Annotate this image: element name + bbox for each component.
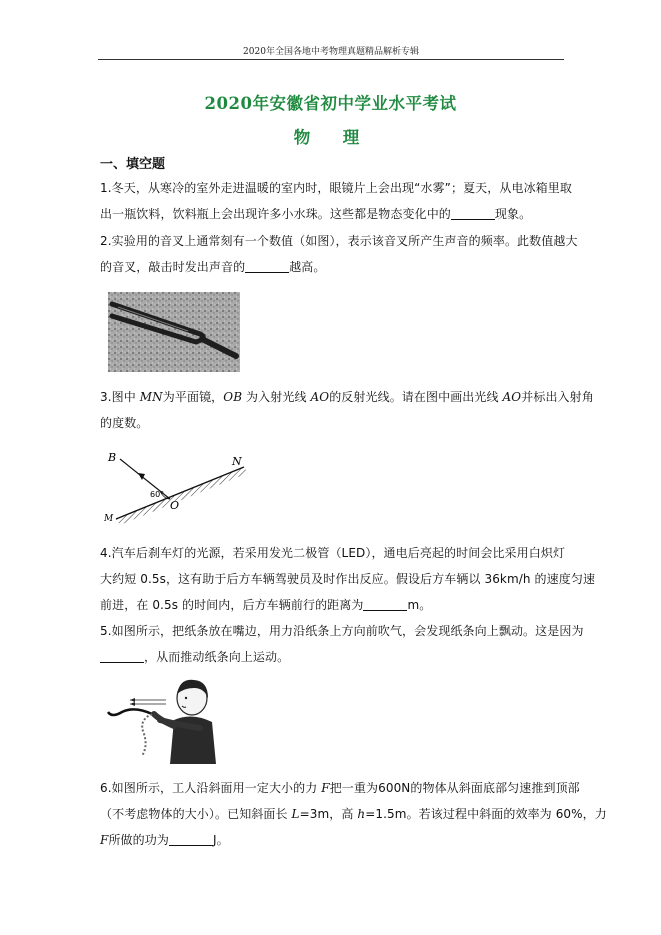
label-ob: OB — [223, 390, 243, 404]
question-6 — [100, 775, 607, 853]
q5-line-2 — [100, 644, 565, 670]
q3-text: 的反射光线。请在图中画出光线 — [329, 390, 503, 404]
exam-title: 2020年安徽省初中学业水平考试 — [204, 94, 457, 113]
label-f: F — [100, 833, 109, 847]
label-o: O — [170, 499, 180, 512]
q2-line-1: 2.实验用的音叉上通常刻有一个数值（如图），表示该音叉所产生声音的频率。此数值越大 — [100, 234, 578, 248]
tuning-fork-photo — [108, 292, 240, 372]
q5-line-1: 5.如图所示，把纸条放在嘴边，用力沿纸条上方向前吹气，会发现纸条向上飘动。这是因为 — [100, 624, 584, 638]
question-5 — [100, 618, 584, 670]
q3-text: 3.图中 — [100, 390, 140, 404]
q4-line-2: 大约短 0.5s，这有助于后方车辆驾驶员及时作出反应。假设后方车辆以 36km/h 的速度匀速 — [100, 572, 596, 586]
page-header: 2020年全国各地中考物理真题精品解析专辑 — [243, 47, 419, 57]
q2-line-2 — [100, 254, 565, 280]
q6-text: 6.如图所示，工人沿斜面用一定大小的力 — [100, 781, 322, 795]
q3-text: 并标出入射角 — [521, 390, 594, 404]
mirror-diagram — [104, 447, 264, 529]
question-1 — [100, 175, 572, 227]
q6-line-1 — [100, 775, 580, 801]
q4-line-1: 4.汽车后刹车灯的光源，若采用发光二极管（LED），通电后亮起的时间会比采用白炽灯 — [100, 546, 566, 560]
q1-line-2 — [100, 201, 565, 227]
q6-text: =3m，高 — [299, 807, 358, 821]
label-ao: AO — [502, 390, 522, 404]
blowing-paper-picture — [104, 676, 222, 764]
q1-text: 出一瓶饮料，饮料瓶上会出现许多小水珠。这些都是物态变化中的 — [100, 207, 451, 221]
label-m: M — [104, 514, 114, 524]
q5-text: ，从而推动纸条向上运动。 — [144, 650, 290, 664]
q3-text: 为入射光线 — [242, 390, 311, 404]
q6-text-end: J。 — [212, 833, 229, 847]
q6-text: 所做的功为 — [108, 833, 169, 847]
angle-label: 60° — [150, 490, 165, 499]
question-4 — [100, 540, 596, 618]
q6-text: =1.5m。若该过程中斜面的效率为 60%，力 — [365, 807, 607, 821]
label-mn: MN — [139, 390, 163, 404]
q6-text: （不考虑物体的大小）。已知斜面长 — [100, 807, 292, 821]
q3-text: 为平面镜， — [162, 390, 224, 404]
subject-title: 物 理 — [293, 128, 368, 147]
q6-text: 把一重为600N的物体从斜面底部匀速推到顶部 — [329, 781, 580, 795]
label-n: N — [232, 455, 242, 468]
label-h: h — [357, 807, 366, 821]
answer-blank — [363, 597, 407, 611]
section-heading: 一、填空题 — [100, 157, 166, 172]
header-divider — [98, 59, 564, 60]
answer-blank — [245, 259, 289, 273]
q4-line-3 — [100, 592, 565, 618]
q1-line-1: 1.冬天，从寒冷的室外走进温暖的室内时，眼镜片上会出现“水雾”；夏天，从电冰箱里取 — [100, 181, 572, 195]
label-l: L — [291, 807, 300, 821]
q6-line-3 — [100, 827, 565, 853]
q2-text: 的音叉，敲击时发出声音的 — [100, 260, 246, 274]
answer-blank — [169, 832, 213, 846]
q3-line-1 — [100, 384, 594, 410]
label-f: F — [321, 781, 330, 795]
q6-line-2 — [100, 801, 607, 827]
label-b: B — [108, 451, 117, 464]
question-3 — [100, 384, 594, 436]
q4-text: 前进，在 0.5s 的时间内，后方车辆前行的距离为 — [100, 598, 364, 612]
answer-blank — [100, 649, 144, 663]
label-ao: AO — [310, 390, 330, 404]
answer-blank — [451, 206, 495, 220]
question-2 — [100, 228, 578, 280]
q3-line-2: 的度数。 — [100, 416, 149, 430]
q2-text-end: 越高。 — [289, 260, 326, 274]
q1-text-end: 现象。 — [494, 207, 532, 221]
q4-text-end: m。 — [407, 598, 432, 612]
